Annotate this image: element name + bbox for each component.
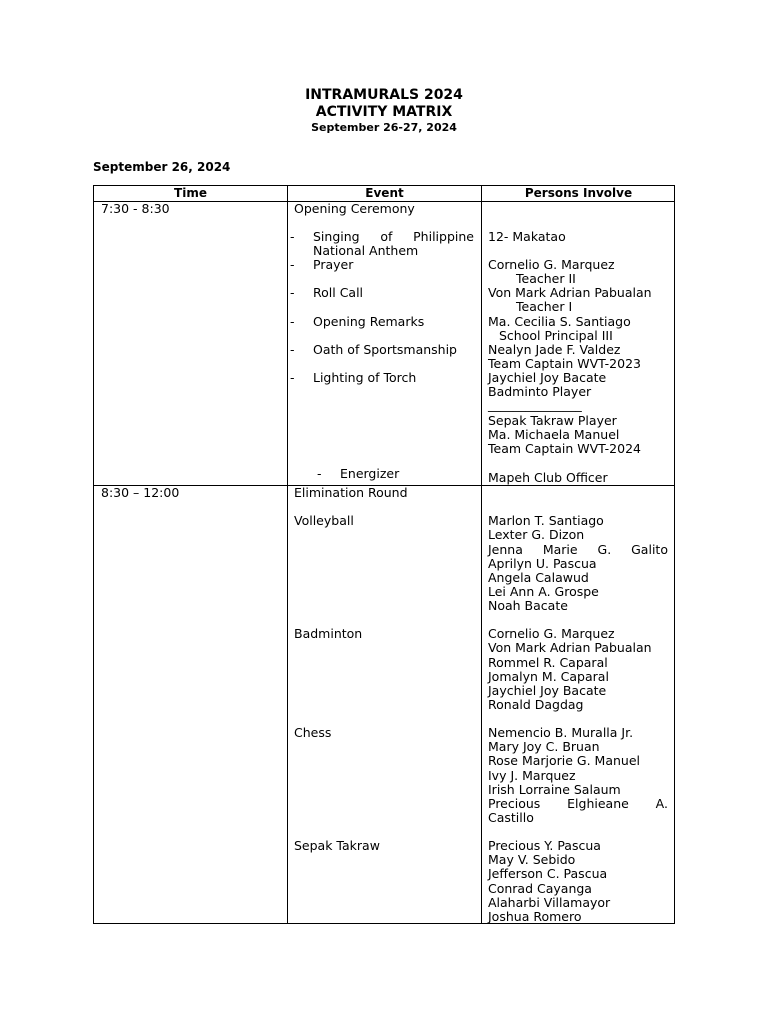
bullet-dash: - [290,285,295,300]
person-name: Jefferson C. Pascua [488,866,608,881]
sport-name: Chess [294,725,332,740]
person-name: Ronald Dagdag [488,697,584,712]
activity-table [93,185,675,924]
person-name: Aprilyn U. Pascua [488,556,597,571]
bullet-dash: - [290,342,295,357]
person-name: Noah Bacate [488,598,568,613]
person-name [488,543,668,557]
event-item-text: Prayer [313,257,354,272]
person-role: Teacher I [516,299,573,314]
word: Marie [542,542,578,557]
column-divider [287,186,288,923]
person-name: Jaychiel Joy Bacate [488,370,607,385]
column-header-persons: Persons Involve [524,186,633,200]
person-name: Ivy J. Marquez [488,768,576,783]
person-role: Team Captain WVT-2024 [488,441,641,456]
person-role: School Principal III [499,328,613,343]
person-name: Von Mark Adrian Pabualan [488,640,652,655]
person-name: Cornelio G. Marquez [488,626,615,641]
document-title: INTRAMURALS 2024 [305,87,463,103]
column-divider [481,186,482,923]
person-name: Rommel R. Caparal [488,655,608,670]
person-name: Lexter G. Dizon [488,527,585,542]
person-role: Teacher II [516,271,576,286]
person-name: Von Mark Adrian Pabualan [488,285,652,300]
word: Galito [631,542,668,557]
bullet-dash: - [290,229,295,244]
person-role: Mapeh Club Officer [488,470,608,485]
sport-name: Volleyball [294,513,354,528]
column-header-time: Time [174,186,207,200]
bullet-dash: - [317,466,322,481]
sport-name: Badminton [294,626,363,641]
document-dates: September 26-27, 2024 [311,121,457,134]
blank-line: _______________ [488,397,582,412]
event-item-text: Lighting of Torch [313,370,417,385]
word: Elghieane [567,796,629,811]
person-name: Angela Calawud [488,570,589,585]
event-title: Opening Ceremony [294,201,415,216]
word: G. [597,542,612,557]
column-header-event: Event [365,186,404,200]
person-name: 12- Makatao [488,229,566,244]
event-item-text: National Anthem [313,243,419,258]
time-cell: 8:30 – 12:00 [101,485,180,500]
person-name: Cornelio G. Marquez [488,257,615,272]
event-item-text: Energizer [340,466,400,481]
person-name: Jomalyn M. Caparal [488,669,609,684]
event-item-text: Opening Remarks [313,314,425,329]
event-item-text [313,230,474,244]
document-subtitle: ACTIVITY MATRIX [315,104,453,120]
word: of [380,229,393,244]
person-name: Joshua Romero [488,909,582,924]
person-role: Badminto Player [488,384,592,399]
word: Philippine [413,229,474,244]
person-role: Sepak Takraw Player [488,413,617,428]
bullet-dash: - [290,314,295,329]
person-name: Jaychiel Joy Bacate [488,683,607,698]
time-cell: 7:30 - 8:30 [101,201,170,216]
person-name: Irish Lorraine Salaum [488,782,621,797]
person-role: Team Captain WVT-2023 [488,356,641,371]
person-name: May V. Sebido [488,852,576,867]
person-name: Nemencio B. Muralla Jr. [488,725,634,740]
sport-name: Sepak Takraw [294,838,380,853]
person-name: Alaharbi Villamayor [488,895,611,910]
word: Singing [313,229,360,244]
bullet-dash: - [290,370,295,385]
person-name: Precious Y. Pascua [488,838,601,853]
person-name: Castillo [488,810,534,825]
person-name: Lei Ann A. Grospe [488,584,599,599]
event-title: Elimination Round [294,485,408,500]
person-name: Rose Marjorie G. Manuel [488,753,641,768]
bullet-dash: - [290,257,295,272]
person-name: Ma. Michaela Manuel [488,427,620,442]
person-name: Ma. Cecilia S. Santiago [488,314,631,329]
person-name: Mary Joy C. Bruan [488,739,600,754]
word: A. [655,796,668,811]
day-label: September 26, 2024 [93,160,231,174]
event-item-text: Oath of Sportsmanship [313,342,457,357]
person-name: Marlon T. Santiago [488,513,604,528]
event-item-text: Roll Call [313,285,364,300]
word: Precious [488,796,541,811]
person-name: Nealyn Jade F. Valdez [488,342,621,357]
word: Jenna [488,542,523,557]
person-name: Conrad Cayanga [488,881,592,896]
person-name [488,797,668,811]
